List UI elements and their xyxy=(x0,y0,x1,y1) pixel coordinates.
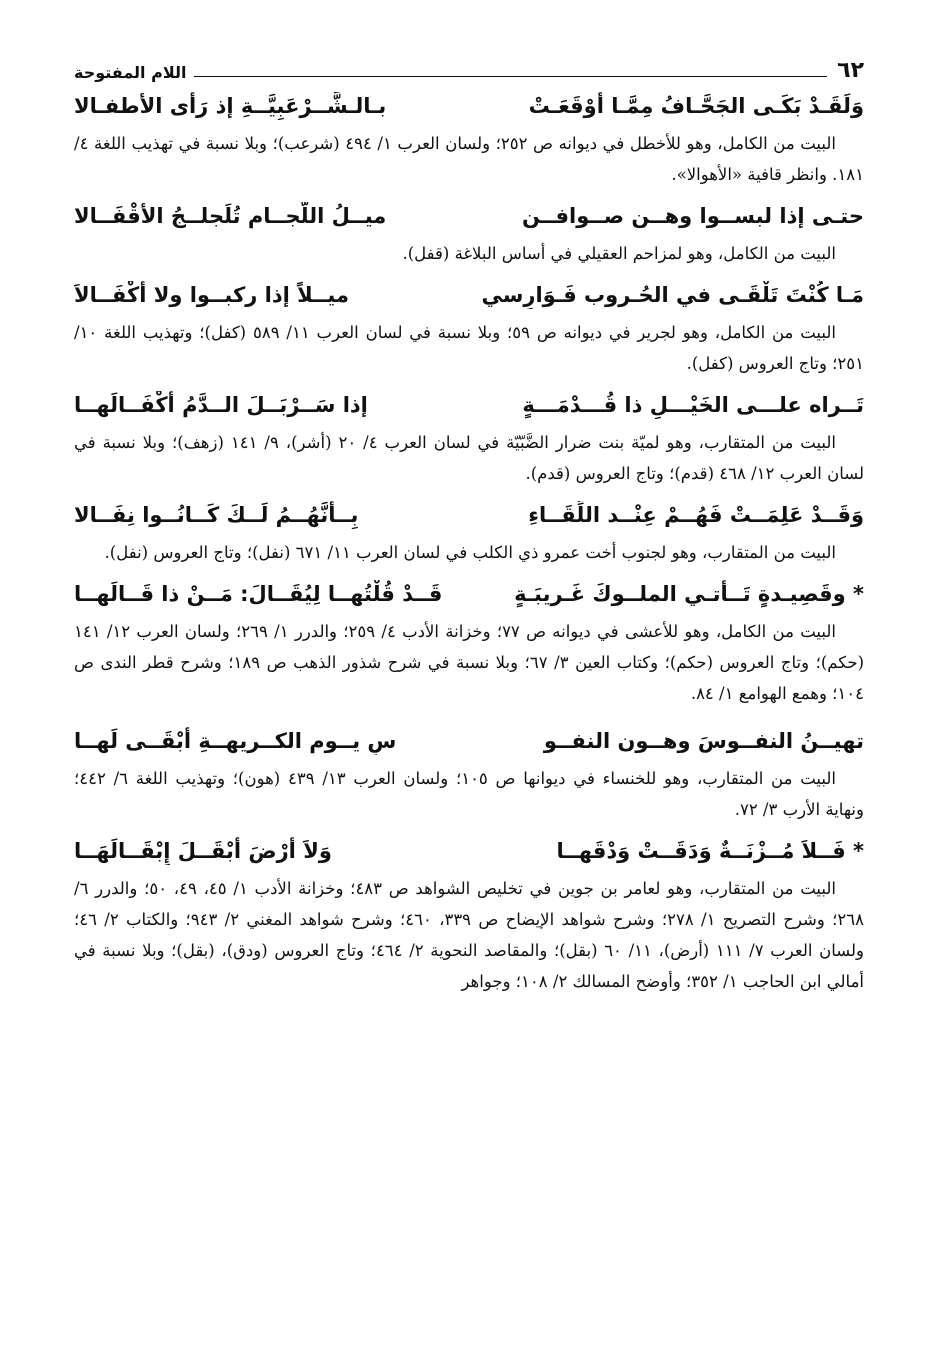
verse-note: البيت من الكامل، وهو للأخطل في ديوانه ص ٢٥٢؛ ولسان العرب ١/ ٤٩٤ (شرعب)؛ وبلا نسبة في تهذيب اللغة ٤/ ١٨١. وانظر قافية «الأهوالا». xyxy=(74,134,864,184)
verse-note: البيت من الكامل، وهو للأعشى في ديوانه ص ٧٧؛ وخزانة الأدب ٤/ ٢٥٩؛ والدرر ١/ ٢٦٩؛ ولسان العرب ١٢/ ١٤١ (حكم)؛ وتاج العروس (حكم)؛ وكتاب العين ٣/ ٦٧؛ وبلا نسبة في شرح شذور الذهب ص ١٨٩؛ وشرح قطر الندى ص ١٠٤؛ وهمع الهوامع ١/ ٨٤. xyxy=(74,622,865,703)
page-number: ٦٢ xyxy=(837,58,864,83)
verse-first-hemistich: * وقَصِيـدةٍ تَــأْتـي الملــوكَ غَـريبَـةٍ xyxy=(514,582,864,606)
verse-line xyxy=(74,493,864,537)
entry-6 xyxy=(74,572,864,709)
verse-first-hemistich: تهيــنُ النفــوسَ وهــون النفــو xyxy=(543,729,864,753)
verse-second-hemistich: ميــلُ اللّجــام تُلَجلــجُ الأَقْفَــالا xyxy=(74,204,387,228)
verse-first-hemistich: * فَــلاَ مُــزْنَــةٌ وَدَقَــتْ وَدْقَهــا xyxy=(556,839,864,863)
verse-first-hemistich: وَقَــدْ عَلِمَــتْ فَهُــمْ عِنْــد اللِّقَــاءِ xyxy=(528,503,864,527)
entry-1 xyxy=(74,84,864,190)
verse-second-hemistich: بِــأَنَّهُــمُ لَــكَ كَــانُــوا نِفَــالا xyxy=(74,503,359,527)
verse-note: البيت من المتقارب، وهو للخنساء في ديوانها ص ١٠٥؛ ولسان العرب ١٣/ ٤٣٩ (هون)؛ وتهذيب اللغة ٦/ ٤٤٢؛ ونهاية الأرب ٣/ ٧٢. xyxy=(74,769,864,819)
running-header xyxy=(74,52,864,84)
header-rule xyxy=(194,76,827,77)
verse-second-hemistich: سِ يــوم الكــريهــةِ أَبْقَــى لَهــا xyxy=(74,729,397,753)
entry-7 xyxy=(74,719,864,825)
verse-line xyxy=(74,273,864,317)
chapter-title: اللام المفتوحة xyxy=(74,63,187,82)
verse-line xyxy=(74,194,864,238)
verse-line xyxy=(74,383,864,427)
verse-first-hemistich: تَــراه علـــى الخَيْـــلِ ذا قُـــدْمَـــةٍ xyxy=(522,393,864,417)
verse-first-hemistich: حتـى إذا لبســوا وهــن صــوافــن xyxy=(522,204,864,228)
verse-line xyxy=(74,84,864,128)
verse-note: البيت من المتقارب، وهو لعامر بن جوين في تخليص الشواهد ص ٤٨٣؛ وخزانة الأدب ١/ ٤٥، ٤٩، ٥٠؛ والدرر ٦/ ٢٦٨؛ وشرح التصريح ١/ ٢٧٨؛ وشرح شواهد الإيضاح ص ٣٣٩، ٤٦٠؛ وشرح شواهد المغني ٢/ ٩٤٣؛ والكتاب ٢/ ٤٦؛ ولسان العرب ٧/ ١١١ (أرض)، ١١/ ٦٠ (بقل)؛ والمقاصد النحوية ٢/ ٤٦٤؛ وتاج العروس (ودق)، (بقل)؛ وبلا نسبة في أمالي ابن الحاجب ١/ ٣٥٢؛ وأوضح المسالك ٢/ ١٠٨؛ وجواهر xyxy=(74,879,864,991)
verse-line xyxy=(74,572,864,616)
entry-4 xyxy=(74,383,864,489)
entry-2 xyxy=(74,194,864,269)
verse-first-hemistich: مَـا كُنْتَ تَلْقَـى في الحُـروب فَـوَارِسي xyxy=(481,283,864,307)
verse-second-hemistich: قَــدْ قُلْتُهــا لِيُقَــالَ: مَــنْ ذا قَــالَهــا xyxy=(74,582,443,606)
verse-note: البيت من المتقارب، وهو لميّة بنت ضرار الضَّبّيّة في لسان العرب ٤/ ٢٠ (أشر)، ٩/ ١٤١ (زهف)؛ وبلا نسبة في لسان العرب ١٢/ ٤٦٨ (قدم)؛ وتاج العروس (قدم). xyxy=(74,433,864,483)
verse-note: البيت من المتقارب، وهو لجنوب أخت عمرو ذي الكلب في لسان العرب ١١/ ٦٧١ (نفل)؛ وتاج العروس (نفل). xyxy=(104,543,836,562)
verse-second-hemistich: بـالـشَّــرْعَبِيَّــةِ إذ رَأَى الأطفـالا xyxy=(74,94,387,118)
verse-second-hemistich: وَلاَ أَرْضَ أَبْقَــلَ إِبْقَــالَهَــا xyxy=(74,839,332,863)
entry-3 xyxy=(74,273,864,379)
verse-second-hemistich: ميــلاً إذا ركبــوا ولا أَكْفَــالاَ xyxy=(74,283,349,307)
verse-note: البيت من الكامل، وهو لجرير في ديوانه ص ٥٩؛ وبلا نسبة في لسان العرب ١١/ ٥٨٩ (كفل)؛ وتهذيب اللغة ١٠/ ٢٥١؛ وتاج العروس (كفل). xyxy=(74,323,864,373)
entry-8 xyxy=(74,829,864,997)
verse-note: البيت من الكامل، وهو لمزاحم العقيلي في أساس البلاغة (قفل). xyxy=(402,244,836,263)
verse-second-hemistich: إذا سَــرْبَــلَ الــدَّمُ أَكْفَــالَهــا xyxy=(74,393,368,417)
book-page xyxy=(74,52,864,1001)
verse-line xyxy=(74,829,864,873)
verse-line xyxy=(74,719,864,763)
entry-5 xyxy=(74,493,864,568)
verse-first-hemistich: وَلَقَـدْ بَكَـى الجَحَّـافُ مِمَّـا أَوْقَعَـتْ xyxy=(528,94,864,118)
